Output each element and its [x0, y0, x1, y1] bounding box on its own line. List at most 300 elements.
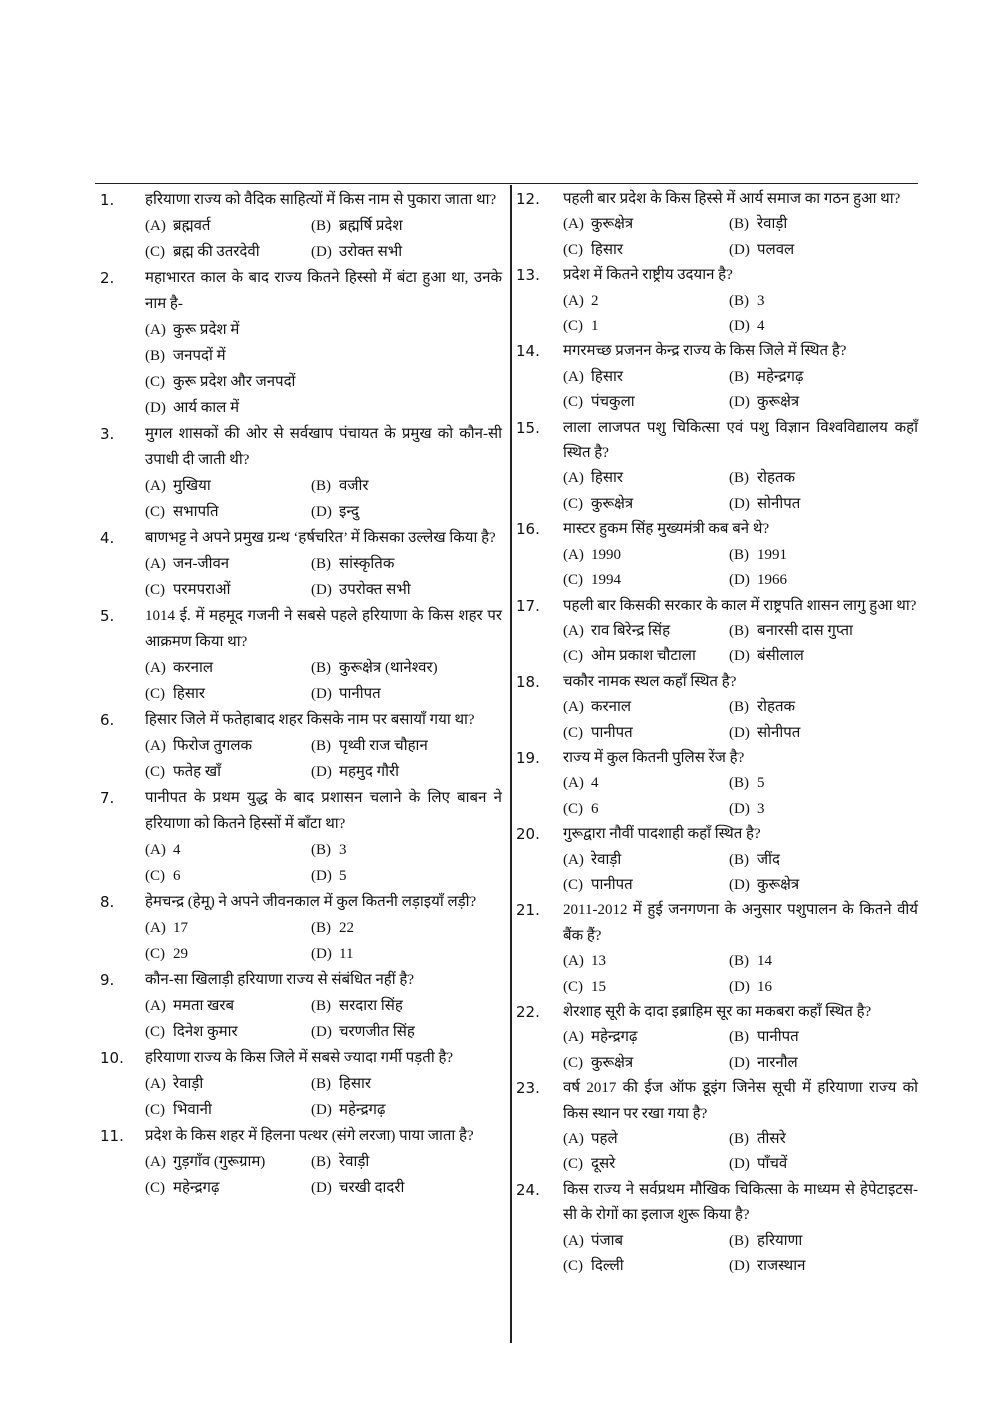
- option-item: [563, 975, 729, 1000]
- option-label: (A): [563, 1232, 584, 1249]
- question-text: महाभारत काल के बाद राज्य कितने हिस्सो में बंटा हुआ था, उनके नाम है-: [145, 270, 502, 312]
- question-number: 22.: [516, 1003, 540, 1021]
- options-list: [563, 212, 918, 263]
- option-text: कुरू प्रदेश और जनपदों: [173, 374, 296, 390]
- option-item: [563, 365, 729, 390]
- option-text: महेन्द्रगढ़: [591, 1029, 638, 1046]
- option-label: (A): [145, 218, 166, 234]
- options-list: [563, 771, 918, 822]
- option-label: (C): [145, 686, 165, 702]
- option-label: (B): [145, 348, 165, 364]
- option-item: [563, 212, 729, 237]
- option-label: (C): [563, 572, 583, 589]
- option-label: (D): [311, 1024, 332, 1040]
- option-text: हिसार: [591, 470, 624, 487]
- option-text: 1966: [757, 572, 787, 589]
- option-item: [311, 499, 502, 525]
- option-label: (D): [311, 1180, 332, 1196]
- option-label: (D): [729, 978, 750, 995]
- question-item: [100, 1045, 502, 1123]
- option-text: 5: [757, 775, 765, 792]
- option-text: पाँचवें: [757, 1156, 788, 1173]
- option-label: (D): [145, 400, 166, 416]
- question-number: 9.: [100, 971, 115, 989]
- option-text: तीसरे: [757, 1131, 786, 1148]
- option-item: [729, 1152, 918, 1177]
- option-text: उरोक्त सभी: [339, 244, 403, 260]
- options-list: [145, 1149, 502, 1201]
- option-item: [145, 655, 311, 681]
- question-text: पानीपत के प्रथम युद्ध के बाद प्रशासन चलाने के लिए बाबन ने हरियाणा को कितने हिस्सों में बाँटा था?: [145, 790, 502, 832]
- option-item: [563, 238, 729, 263]
- option-label: (D): [729, 1258, 750, 1275]
- question-text: मगरमच्छ प्रजनन केन्द्र राज्य के किस जिले में स्थित है?: [563, 343, 847, 360]
- option-item: [311, 655, 502, 681]
- option-label: (B): [729, 1232, 749, 1249]
- question-number: 5.: [100, 607, 115, 625]
- option-text: बंसीलाल: [757, 648, 804, 665]
- option-label: (C): [563, 876, 583, 893]
- question-number: 24.: [516, 1180, 540, 1199]
- question-item: [100, 525, 502, 603]
- option-label: (D): [311, 868, 332, 884]
- options-list: [563, 619, 918, 670]
- option-item: [563, 1152, 729, 1177]
- option-label: (C): [563, 318, 583, 335]
- option-label: (C): [563, 978, 583, 995]
- option-label: (A): [145, 920, 166, 936]
- option-label: (A): [563, 368, 584, 385]
- question-item: [516, 339, 918, 415]
- option-item: [311, 915, 502, 941]
- option-text: आर्य काल में: [173, 400, 240, 416]
- question-number: 1.: [100, 191, 115, 209]
- option-item: [563, 1127, 729, 1152]
- question-number: 23.: [516, 1079, 540, 1098]
- option-text: पानीपत: [591, 724, 633, 741]
- option-label: (C): [563, 495, 583, 512]
- option-item: [145, 499, 311, 525]
- top-rule: [95, 183, 918, 184]
- option-label: (A): [145, 738, 166, 754]
- option-item: [729, 797, 918, 822]
- option-text: करनाल: [591, 699, 632, 716]
- option-label: (C): [563, 1156, 583, 1173]
- question-text: हरियाणा राज्य को वैदिक साहित्यों में किस नाम से पुकारा जाता था?: [145, 192, 497, 208]
- option-text: 2: [591, 292, 599, 309]
- option-label: (B): [311, 218, 331, 234]
- option-item: [729, 568, 918, 593]
- option-text: जन-जीवन: [173, 556, 230, 572]
- option-text: ममता खरब: [173, 998, 235, 1014]
- option-text: नारनौल: [757, 1054, 798, 1071]
- option-text: महेन्द्रगढ़: [757, 368, 804, 385]
- option-item: [729, 1025, 918, 1050]
- question-item: [516, 822, 918, 898]
- option-label: (C): [145, 504, 165, 520]
- option-item: [729, 466, 918, 491]
- option-text: 13: [591, 953, 606, 970]
- option-text: 4: [173, 842, 181, 858]
- options-list: [563, 1229, 918, 1280]
- option-text: 29: [173, 946, 188, 962]
- option-label: (B): [311, 478, 331, 494]
- question-item: [516, 1076, 918, 1178]
- option-text: चरखी दादरी: [339, 1180, 405, 1196]
- question-number: 15.: [516, 418, 540, 437]
- options-list: [563, 848, 918, 899]
- option-label: (B): [311, 998, 331, 1014]
- option-label: (B): [311, 738, 331, 754]
- question-number: 8.: [100, 893, 115, 911]
- option-text: रेवाड़ी: [339, 1154, 370, 1170]
- option-item: [563, 466, 729, 491]
- option-item: [563, 390, 729, 415]
- option-item: [729, 949, 918, 974]
- option-item: [563, 1229, 729, 1254]
- option-item: [563, 543, 729, 568]
- option-text: 3: [339, 842, 347, 858]
- option-label: (D): [311, 582, 332, 598]
- question-number: 14.: [516, 342, 540, 361]
- option-item: [729, 289, 918, 314]
- option-label: (D): [729, 648, 750, 665]
- option-item: [729, 873, 918, 898]
- options-list: [563, 1127, 918, 1178]
- option-item: [563, 771, 729, 796]
- option-text: पंजाब: [591, 1232, 624, 1249]
- question-number: 20.: [516, 825, 540, 844]
- options-list: [563, 289, 918, 340]
- option-item: [729, 212, 918, 237]
- option-text: कुरू प्रदेश में: [173, 322, 240, 338]
- option-text: सोनीपत: [757, 495, 801, 512]
- option-label: (C): [145, 1102, 165, 1118]
- option-item: [563, 1025, 729, 1050]
- options-list: [145, 837, 502, 889]
- option-item: [311, 733, 502, 759]
- option-item: [563, 721, 729, 746]
- option-label: (C): [145, 244, 165, 260]
- option-label: (C): [145, 582, 165, 598]
- option-label: (B): [729, 1029, 749, 1046]
- question-number: 17.: [516, 596, 540, 615]
- option-text: 6: [173, 868, 181, 884]
- option-text: पलवल: [757, 241, 795, 258]
- option-text: महेन्द्रगढ़: [339, 1102, 386, 1118]
- right-column: [516, 187, 918, 1279]
- option-text: पानीपत: [339, 686, 381, 702]
- option-item: [729, 314, 918, 339]
- option-text: 15: [591, 978, 606, 995]
- question-text: हिसार जिले में फतेहाबाद शहर किसके नाम पर बसायाँ गया था?: [145, 712, 475, 728]
- option-item: [563, 492, 729, 517]
- option-text: रेवाड़ी: [173, 1076, 204, 1092]
- option-label: (B): [729, 699, 749, 716]
- option-text: दिल्ली: [591, 1258, 624, 1275]
- question-number: 6.: [100, 711, 115, 729]
- option-label: (A): [145, 1076, 166, 1092]
- option-item: [311, 1175, 502, 1201]
- option-item: [145, 1019, 311, 1045]
- question-text: चकौर नामक स्थल कहाँ स्थित है?: [563, 673, 737, 690]
- option-item: [311, 1071, 502, 1097]
- question-number: 4.: [100, 529, 115, 547]
- question-item: [100, 265, 502, 421]
- option-item: [145, 473, 311, 499]
- option-label: (D): [311, 504, 332, 520]
- question-number: 16.: [516, 520, 540, 539]
- option-item: [729, 1051, 918, 1076]
- option-item: [563, 695, 729, 720]
- option-item: [729, 975, 918, 1000]
- question-item: [516, 416, 918, 518]
- option-label: (B): [729, 368, 749, 385]
- option-label: (B): [311, 1154, 331, 1170]
- option-text: करनाल: [173, 660, 214, 676]
- option-label: (A): [563, 953, 584, 970]
- option-label: (D): [311, 764, 332, 780]
- option-item: [563, 314, 729, 339]
- option-text: वजीर: [339, 478, 369, 494]
- option-text: फतेह खाँ: [173, 764, 221, 780]
- option-label: (B): [729, 775, 749, 792]
- option-item: [563, 619, 729, 644]
- option-text: महमुद गौरी: [339, 764, 399, 780]
- option-text: दूसरे: [591, 1156, 616, 1173]
- question-text: राज्य में कुल कितनी पुलिस रेंज है?: [563, 749, 745, 766]
- question-number: 11.: [100, 1127, 124, 1145]
- option-label: (A): [145, 556, 166, 572]
- option-label: (C): [563, 800, 583, 817]
- option-label: (A): [563, 292, 584, 309]
- option-label: (B): [311, 660, 331, 676]
- option-label: (D): [729, 1156, 750, 1173]
- option-item: [563, 289, 729, 314]
- option-text: सोनीपत: [757, 724, 801, 741]
- question-text: प्रदेश में कितने राष्ट्रीय उदयान है?: [563, 267, 733, 284]
- question-number: 19.: [516, 748, 540, 767]
- options-list: [145, 915, 502, 967]
- question-number: 18.: [516, 672, 540, 691]
- option-item: [563, 644, 729, 669]
- options-list: [145, 733, 502, 785]
- option-text: उपरोक्त सभी: [339, 582, 411, 598]
- question-text: किस राज्य ने सर्वप्रथम मौखिक चिकित्सा के माध्यम से हेपेटाइटस-सी के रोगों का इलाज शुरू किया है?: [563, 1181, 918, 1224]
- option-label: (C): [145, 1024, 165, 1040]
- option-item: [311, 993, 502, 1019]
- options-list: [563, 543, 918, 594]
- option-item: [311, 1019, 502, 1045]
- question-text: शेरशाह सूरी के दादा इब्राहिम सूर का मकबरा कहाँ स्थित है?: [563, 1004, 872, 1020]
- option-label: (A): [145, 1154, 166, 1170]
- option-label: (D): [311, 686, 332, 702]
- option-text: ब्रह्म की उतरदेवी: [173, 244, 260, 260]
- option-text: जनपदों में: [173, 348, 226, 364]
- option-text: रोहतक: [757, 699, 796, 716]
- option-label: (B): [729, 216, 749, 233]
- option-text: 4: [757, 318, 765, 335]
- left-column: [100, 187, 502, 1201]
- question-text: 2011-2012 में हुई जनगणना के अनुसार पशुपालन के कितने वीर्य बैंक हैं?: [563, 902, 918, 944]
- option-text: फिरोज तुगलक: [173, 738, 253, 754]
- option-text: सभापति: [173, 504, 219, 520]
- option-item: [563, 848, 729, 873]
- option-text: हिसार: [173, 686, 206, 702]
- option-label: (D): [729, 1054, 750, 1071]
- option-item: [145, 681, 311, 707]
- option-item: [145, 577, 311, 603]
- option-item: [311, 473, 502, 499]
- question-number: 10.: [100, 1049, 124, 1067]
- question-item: [516, 263, 918, 339]
- option-item: [145, 733, 311, 759]
- option-text: रेवाड़ी: [591, 851, 622, 868]
- option-label: (B): [311, 842, 331, 858]
- option-text: चरणजीत सिंह: [339, 1024, 415, 1040]
- question-item: [516, 746, 918, 822]
- option-item: [145, 1149, 311, 1175]
- option-text: पानीपत: [757, 1029, 799, 1046]
- option-label: (B): [729, 470, 749, 487]
- option-item: [311, 1149, 502, 1175]
- question-item: [100, 187, 502, 265]
- option-text: दिनेश कुमार: [173, 1024, 238, 1040]
- option-item: [145, 1175, 311, 1201]
- question-item: [516, 898, 918, 1000]
- option-item: [145, 915, 311, 941]
- option-item: [145, 863, 311, 889]
- options-list: [145, 213, 502, 265]
- question-text: 1014 ई. में महमूद गजनी ने सबसे पहले हरियाणा के किस शहर पर आक्रमण किया था?: [145, 608, 502, 650]
- option-text: 11: [339, 946, 354, 962]
- option-label: (A): [563, 546, 584, 563]
- option-item: [563, 568, 729, 593]
- question-item: [516, 187, 918, 263]
- option-item: [145, 213, 311, 239]
- option-item: [145, 317, 502, 343]
- option-text: कुरूक्षेत्र: [757, 876, 800, 893]
- question-text: बाणभट्ट ने अपने प्रमुख ग्रन्थ ‘हर्षचरित’ में किसका उल्लेख किया है?: [145, 530, 496, 546]
- option-item: [563, 873, 729, 898]
- option-label: (C): [563, 648, 583, 665]
- option-label: (C): [145, 1180, 165, 1196]
- option-text: 1: [591, 318, 599, 335]
- option-item: [729, 771, 918, 796]
- option-label: (C): [145, 868, 165, 884]
- question-text: मास्टर हुकम सिंह मुख्यमंत्री कब बने थे?: [563, 521, 770, 538]
- question-text: वर्ष 2017 की ईज ऑफ डूइंग जिनेस सूची में हरियाणा राज्य को किस स्थान पर रखा गया है?: [563, 1080, 918, 1122]
- option-text: 14: [757, 953, 772, 970]
- options-list: [145, 551, 502, 603]
- options-list: [145, 1071, 502, 1123]
- option-label: (B): [729, 622, 749, 639]
- option-label: (B): [311, 920, 331, 936]
- option-text: परमपराओं: [173, 582, 231, 598]
- option-label: (A): [563, 622, 584, 639]
- option-label: (B): [729, 1131, 749, 1148]
- option-text: हिसार: [591, 368, 624, 385]
- question-number: 12.: [516, 190, 540, 208]
- question-item: [516, 670, 918, 746]
- option-text: कुरूक्षेत्र: [757, 394, 800, 411]
- option-text: 22: [339, 920, 354, 936]
- option-item: [145, 239, 311, 265]
- option-label: (C): [145, 374, 165, 390]
- option-text: 4: [591, 775, 599, 792]
- option-label: (A): [563, 699, 584, 716]
- option-text: रोहतक: [757, 470, 796, 487]
- option-label: (D): [729, 800, 750, 817]
- option-item: [311, 1097, 502, 1123]
- question-text: हेमचन्द्र (हेमू) ने अपने जीवनकाल में कुल कितनी लड़ाइयाँ लड़ी?: [145, 894, 477, 910]
- question-item: [516, 1000, 918, 1076]
- option-text: सांस्कृतिक: [339, 556, 395, 572]
- option-text: 3: [757, 292, 765, 309]
- option-label: (B): [729, 292, 749, 309]
- option-label: (B): [729, 546, 749, 563]
- option-text: हिसार: [591, 241, 624, 258]
- question-item: [516, 1178, 918, 1280]
- question-number: 2.: [100, 269, 115, 287]
- option-text: पृथ्वी राज चौहान: [339, 738, 428, 754]
- option-label: (B): [729, 953, 749, 970]
- question-number: 21.: [516, 901, 540, 920]
- option-item: [563, 1051, 729, 1076]
- option-item: [729, 1254, 918, 1279]
- option-item: [145, 993, 311, 1019]
- option-item: [563, 949, 729, 974]
- option-item: [311, 863, 502, 889]
- option-item: [311, 941, 502, 967]
- option-text: सरदारा सिंह: [339, 998, 403, 1014]
- option-label: (A): [145, 842, 166, 858]
- option-item: [729, 390, 918, 415]
- option-label: (C): [563, 724, 583, 741]
- option-item: [729, 492, 918, 517]
- question-item: [100, 707, 502, 785]
- option-label: (B): [729, 851, 749, 868]
- option-text: जींद: [757, 851, 780, 868]
- option-label: (D): [729, 318, 750, 335]
- question-text: पहली बार प्रदेश के किस हिस्से में आर्य समाज का गठन हुआ था?: [563, 191, 901, 207]
- option-item: [729, 619, 918, 644]
- option-label: (C): [563, 394, 583, 411]
- option-text: इन्दु: [339, 504, 359, 520]
- option-item: [145, 1071, 311, 1097]
- option-item: [729, 543, 918, 568]
- option-text: मुखिया: [173, 478, 211, 494]
- option-text: हिसार: [339, 1076, 372, 1092]
- option-item: [311, 239, 502, 265]
- option-label: (A): [145, 478, 166, 494]
- option-label: (C): [563, 1258, 583, 1275]
- option-item: [729, 238, 918, 263]
- question-text: लाला लाजपत पशु चिकित्सा एवं पशु विज्ञान विश्वविद्यालय कहाँ स्थित है?: [563, 419, 918, 462]
- option-text: 3: [757, 800, 765, 817]
- option-label: (C): [145, 946, 165, 962]
- option-text: रेवाड़ी: [757, 216, 788, 233]
- option-text: 16: [757, 978, 772, 995]
- option-text: कुरूक्षेत्र: [591, 495, 634, 512]
- question-item: [100, 1123, 502, 1201]
- question-text: हरियाणा राज्य के किस जिले में सबसे ज्यादा गर्मी पड़ती है?: [145, 1050, 454, 1066]
- option-label: (A): [145, 660, 166, 676]
- option-item: [145, 1097, 311, 1123]
- option-text: कुरूक्षेत्र: [591, 1054, 634, 1071]
- question-item: [100, 967, 502, 1045]
- option-text: बनारसी दास गुप्ता: [757, 622, 853, 639]
